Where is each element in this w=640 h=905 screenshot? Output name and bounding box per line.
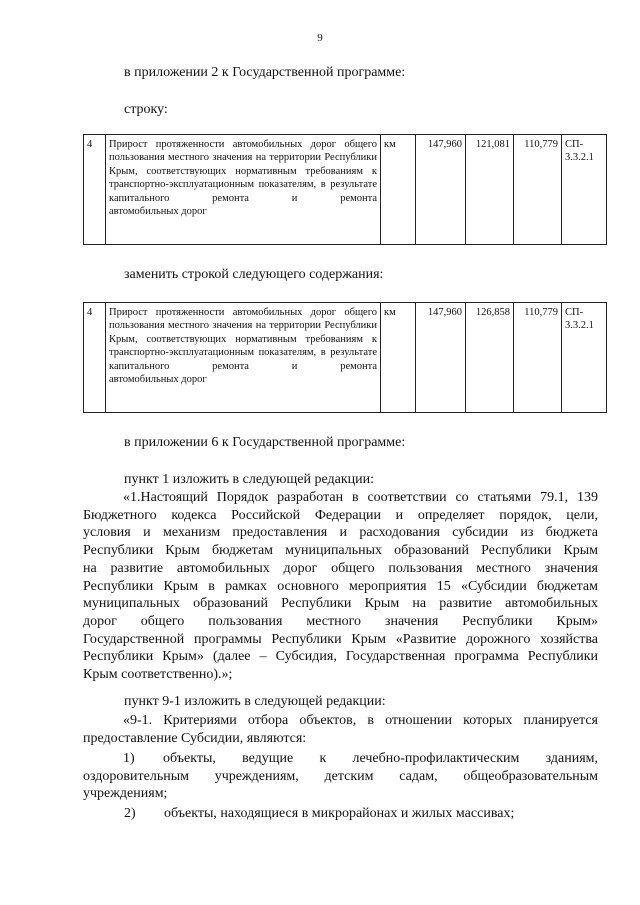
desc-line: транспортно-эксплуатационным показателям, в [109, 347, 326, 359]
paragraph-line: «9-1. Критериями отбора объектов, в отношении которых планируется [123, 713, 598, 728]
desc-line: транспортно-эксплуатационным показателям, в [109, 179, 326, 191]
value-3: 110,779 [514, 135, 562, 245]
code-line: СП- [565, 139, 584, 150]
row-word: строку: [124, 102, 168, 117]
point-9-1-text [83, 712, 598, 747]
point-1-text [83, 489, 598, 684]
paragraph-line: предоставление Субсидии, являются: [83, 730, 307, 746]
point-1-intro: пункт 1 изложить в следующей редакции: [124, 472, 374, 487]
intro-appendix-6: в приложении 6 к Государственной программе: [124, 435, 406, 450]
desc-line: автомобильных дорог [109, 374, 207, 386]
unit: км [381, 303, 416, 413]
unit: км [381, 135, 416, 245]
desc-line: соответствующих нормативным требованиям к [146, 165, 378, 177]
paragraph-line: Бюджетного кодекса Российской Федерации и определяет порядок, цели, [83, 507, 598, 523]
desc-line: автомобильных дорог [109, 206, 207, 218]
desc-line: результате капитального ремонта и ремонта [109, 179, 377, 204]
value-1: 147,960 [416, 135, 466, 245]
desc-line: общего пользования местного значения на [109, 307, 377, 332]
desc-line: результате капитального ремонта и ремонта [109, 347, 377, 372]
desc-line: Прирост протяженности автомобильных дорог [109, 307, 337, 318]
paragraph-line: Крым соответственно).»; [83, 667, 233, 683]
code [562, 135, 607, 245]
code-line: 3.3.2.1 [565, 152, 594, 164]
item-number: 2) [124, 806, 136, 821]
item-text: объекты, находящиеся в микрорайонах и жилых массивах; [164, 806, 515, 821]
point-9-1-intro: пункт 9-1 изложить в следующей редакции: [124, 694, 386, 709]
paragraph-line: дорог общего пользования местного значения Республики Крым» [83, 613, 598, 629]
list-item-first-line: 1) объекты, ведущие к лечебно-профилактическим зданиям, [123, 751, 598, 766]
paragraph-line: учреждениям; [83, 786, 168, 802]
old-row-table [83, 134, 607, 245]
paragraph-line: условия и механизм предоставления и расходования субсидии из бюджета [83, 525, 598, 541]
list-item [124, 805, 514, 823]
new-row-table [83, 302, 607, 413]
list-item [83, 750, 598, 803]
table-row [84, 303, 607, 413]
paragraph-line: Республики Крым бюджетам муниципальных образований Республики Крым [83, 543, 598, 559]
paragraph-line: Республики Крым» (далее – Субсидия, Государственная программа Республики [83, 649, 598, 665]
paragraph-line: Государственной программы Республики Крым «Развитие дорожного хозяйства [83, 631, 598, 647]
value-2: 126,858 [466, 303, 514, 413]
code-line: 3.3.2.1 [565, 320, 594, 332]
value-3: 110,779 [514, 303, 562, 413]
row-number: 4 [84, 135, 106, 245]
replace-instruction: заменить строкой следующего содержания: [124, 267, 384, 282]
paragraph-line: «1.Настоящий Порядок разработан в соответствии со статьями 79.1, 139 [123, 490, 598, 505]
desc-line: территории Республики Крым, [109, 152, 378, 177]
row-number: 4 [84, 303, 106, 413]
desc-line: соответствующих нормативным требованиям к [146, 333, 378, 345]
item-number: 1) [123, 751, 135, 766]
desc-line: общего пользования местного значения на [109, 139, 377, 164]
paragraph-line: Республики Крым в рамках основного мероприятия 15 «Субсидии бюджетам [83, 578, 598, 594]
value-1: 147,960 [416, 303, 466, 413]
code-line: СП- [565, 307, 584, 318]
page-number: 9 [317, 32, 323, 44]
table-row [84, 135, 607, 245]
paragraph-line: оздоровительным учреждениям, детским садам, общеобразовательным [83, 768, 598, 784]
paragraph-line: на развитие автомобильных дорог общего пользования местного значения [83, 560, 598, 576]
paragraph-line: муниципальных образований Республики Крым на развитие автомобильных [83, 596, 598, 612]
indicator-description [106, 135, 381, 245]
indicator-description [106, 303, 381, 413]
intro-appendix-2: в приложении 2 к Государственной программе: [124, 65, 406, 80]
desc-line: территории Республики Крым, [109, 320, 378, 345]
value-2: 121,081 [466, 135, 514, 245]
code [562, 303, 607, 413]
desc-line: Прирост протяженности автомобильных дорог [109, 139, 337, 150]
